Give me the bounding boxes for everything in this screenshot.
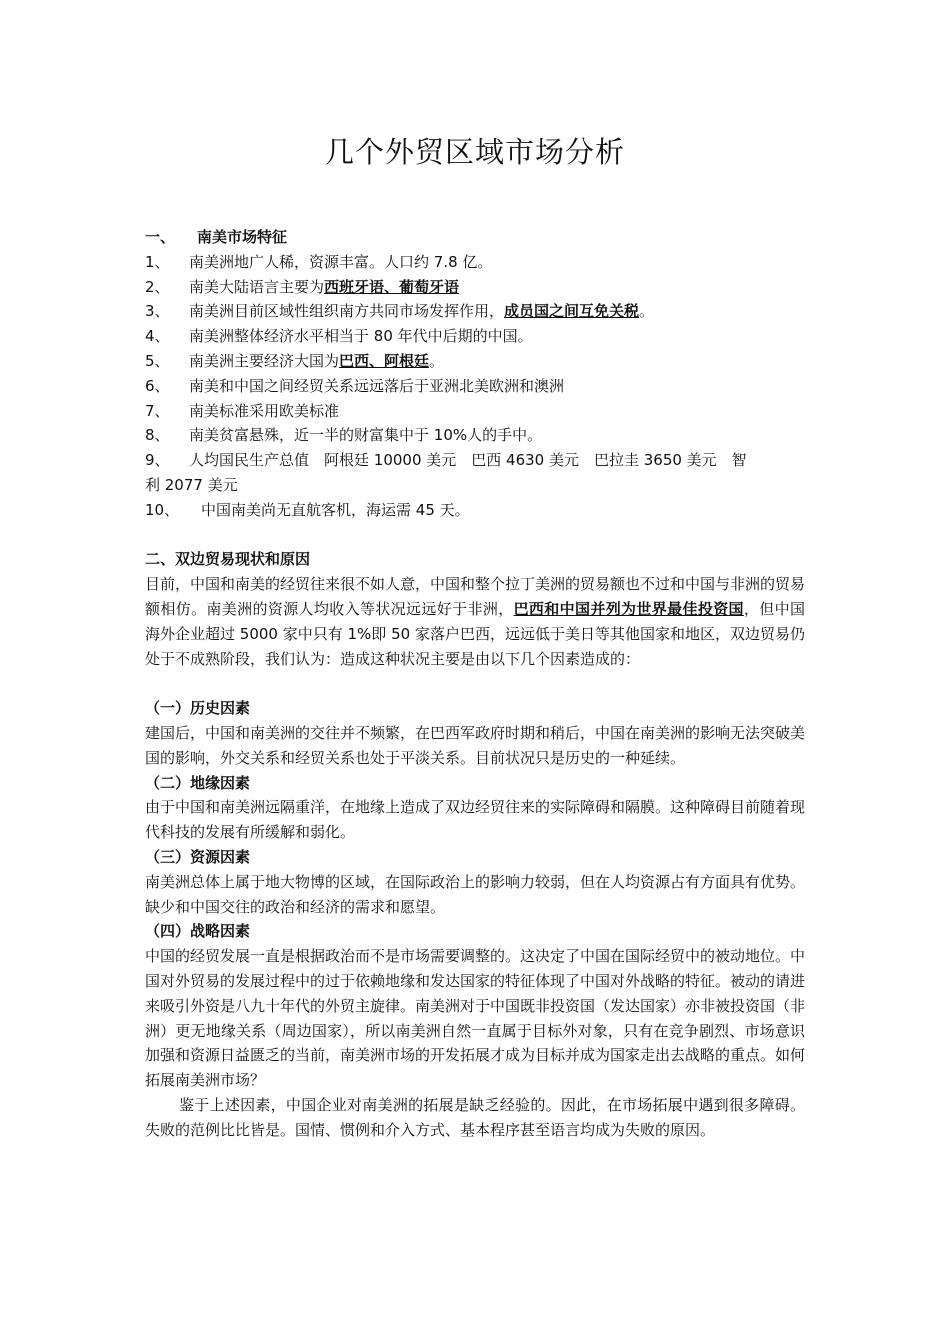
factor-heading: （一）历史因素 [145,699,251,718]
list-item-number: 4、 [145,327,170,346]
list-item [145,324,805,349]
spacer [145,523,805,548]
list-item [145,423,805,448]
document-body [145,225,805,1142]
list-item-text: 。 [429,351,445,370]
list-item-text: 南美洲主要经济大国为 [189,351,340,370]
paragraph-text: ，但中国海外企业超过 5000 家中只有 1%即 50 家落户巴西，远远低于美日等其他国家和地区，双边贸易仍处于不成熟阶段，我们认为：造成这种状况主要是由以下几个因素造成的： [145,599,805,668]
factor-heading: （三）资源因素 [145,847,251,866]
emphasis-text: 西班牙语、葡萄牙语 [324,277,460,296]
list-item-number: 7、 [145,401,170,420]
section-2-heading: 二、双边贸易现状和原因 [145,550,311,569]
list-item-continuation [145,473,805,498]
list-item-number: 2、 [145,277,170,296]
factor-paragraph: 由于中国和南美洲远隔重洋，在地缘上造成了双边经贸往来的实际障碍和隔膜。这种障碍目前随着现代科技的发展有所缓解和弱化。 [145,798,806,842]
list-item-text: 南美洲地广人稀，资源丰富。人口约 7.8 亿。 [189,252,493,271]
list-item-text: 中国南美尚无直航客机，海运需 45 天。 [201,500,470,519]
section-1-title: 南美市场特征 [197,228,288,246]
emphasis-text: 成员国之间互免关税 [504,302,640,321]
section-2-paragraph [145,572,805,671]
list-item [145,399,805,424]
list-item-number: 9、 [145,451,170,470]
list-item [145,349,805,374]
list-item-number: 10、 [145,500,180,519]
list-item [145,374,805,399]
emphasis-text: 巴西和中国并列为世界最佳投资国 [513,599,744,618]
list-item-number: 3、 [145,302,170,321]
list-item-number: 5、 [145,351,170,370]
factor-heading: （四）战略因素 [145,922,251,941]
paragraph-text: 目前，中国和南美的经贸往来很不如人意，中国和整个拉丁美洲的贸易额也不过和中国与非洲的贸易额相仿。南美洲的资源人均收入等状况远远好于非洲， [145,575,806,618]
factor-paragraph: 建国后，中国和南美洲的交往并不频繁，在巴西军政府时期和稍后，中国在南美洲的影响无法突破美国的影响，外交关系和经贸关系也处于平淡关系。目前状况只是历史的一种延续。 [145,723,806,767]
list-item [145,250,805,275]
list-item [145,498,805,523]
document-title: 几个外贸区域市场分析 [324,135,625,169]
closing-paragraph: 鉴于上述因素，中国企业对南美洲的拓展是缺乏经验的。因此，在市场拓展中遇到很多障碍。失败的范例比比皆是。国情、惯例和介入方式、基本程序甚至语言均成为失败的原因。 [145,1095,805,1139]
section-1-heading [145,225,805,250]
section-1-number: 一、 [145,228,176,246]
factor-paragraph: 南美洲总体上属于地大物博的区域，在国际政治上的影响力较弱，但在人均资源占有方面具有优势。缺少和中国交往的政治和经济的需求和愿望。 [145,872,806,916]
list-item-text: 南美大陆语言主要为 [189,277,325,296]
list-item-text: 利 2077 美元 [145,475,238,494]
list-item-text: 南美洲整体经济水平相当于 80 年代中后期的中国。 [189,327,533,346]
factor-heading: （二）地缘因素 [145,773,251,792]
emphasis-text: 巴西、阿根廷 [339,351,430,370]
list-item-text: 南美洲目前区域性组织南方共同市场发挥作用， [189,302,505,321]
list-item-text: 。 [639,302,655,321]
factor-paragraph: 中国的经贸发展一直是根据政治而不是市场需要调整的。这决定了中国在国际经贸中的被动地位。中国对外贸易的发展过程中的过于依赖地缘和发达国家的特征体现了中国对外战略的特征。被动的请进来吸引外资是八九十年代的外贸主旋律。南美洲对于中国既非投资国（发达国家）亦非被投资国（非洲）更无地缘关系（周边国家），所以南美洲自然一直属于目标外对象，只有在竞争剧烈、市场意识加强和资源日益匮乏的当前，南美洲市场的开发拓展才成为目标并成为国家走出去战略的重点。如何拓展南美洲市场？ [145,947,806,1090]
spacer [145,671,805,696]
list-item-number: 1、 [145,252,170,271]
list-item-number: 6、 [145,376,170,395]
list-item-number: 8、 [145,426,170,445]
list-item-text: 南美标准采用欧美标准 [189,401,340,420]
list-item-text: 南美和中国之间经贸关系远远落后于亚洲北美欧洲和澳洲 [189,376,565,395]
list-item-text: 南美贫富悬殊，近一半的财富集中于 10%人的手中。 [189,426,543,445]
list-item [145,275,805,300]
list-item [145,299,805,324]
list-item-text: 人均国民生产总值 阿根廷 10000 美元 巴西 4630 美元 巴拉圭 3650 美元 智 [189,451,747,470]
list-item [145,448,805,473]
